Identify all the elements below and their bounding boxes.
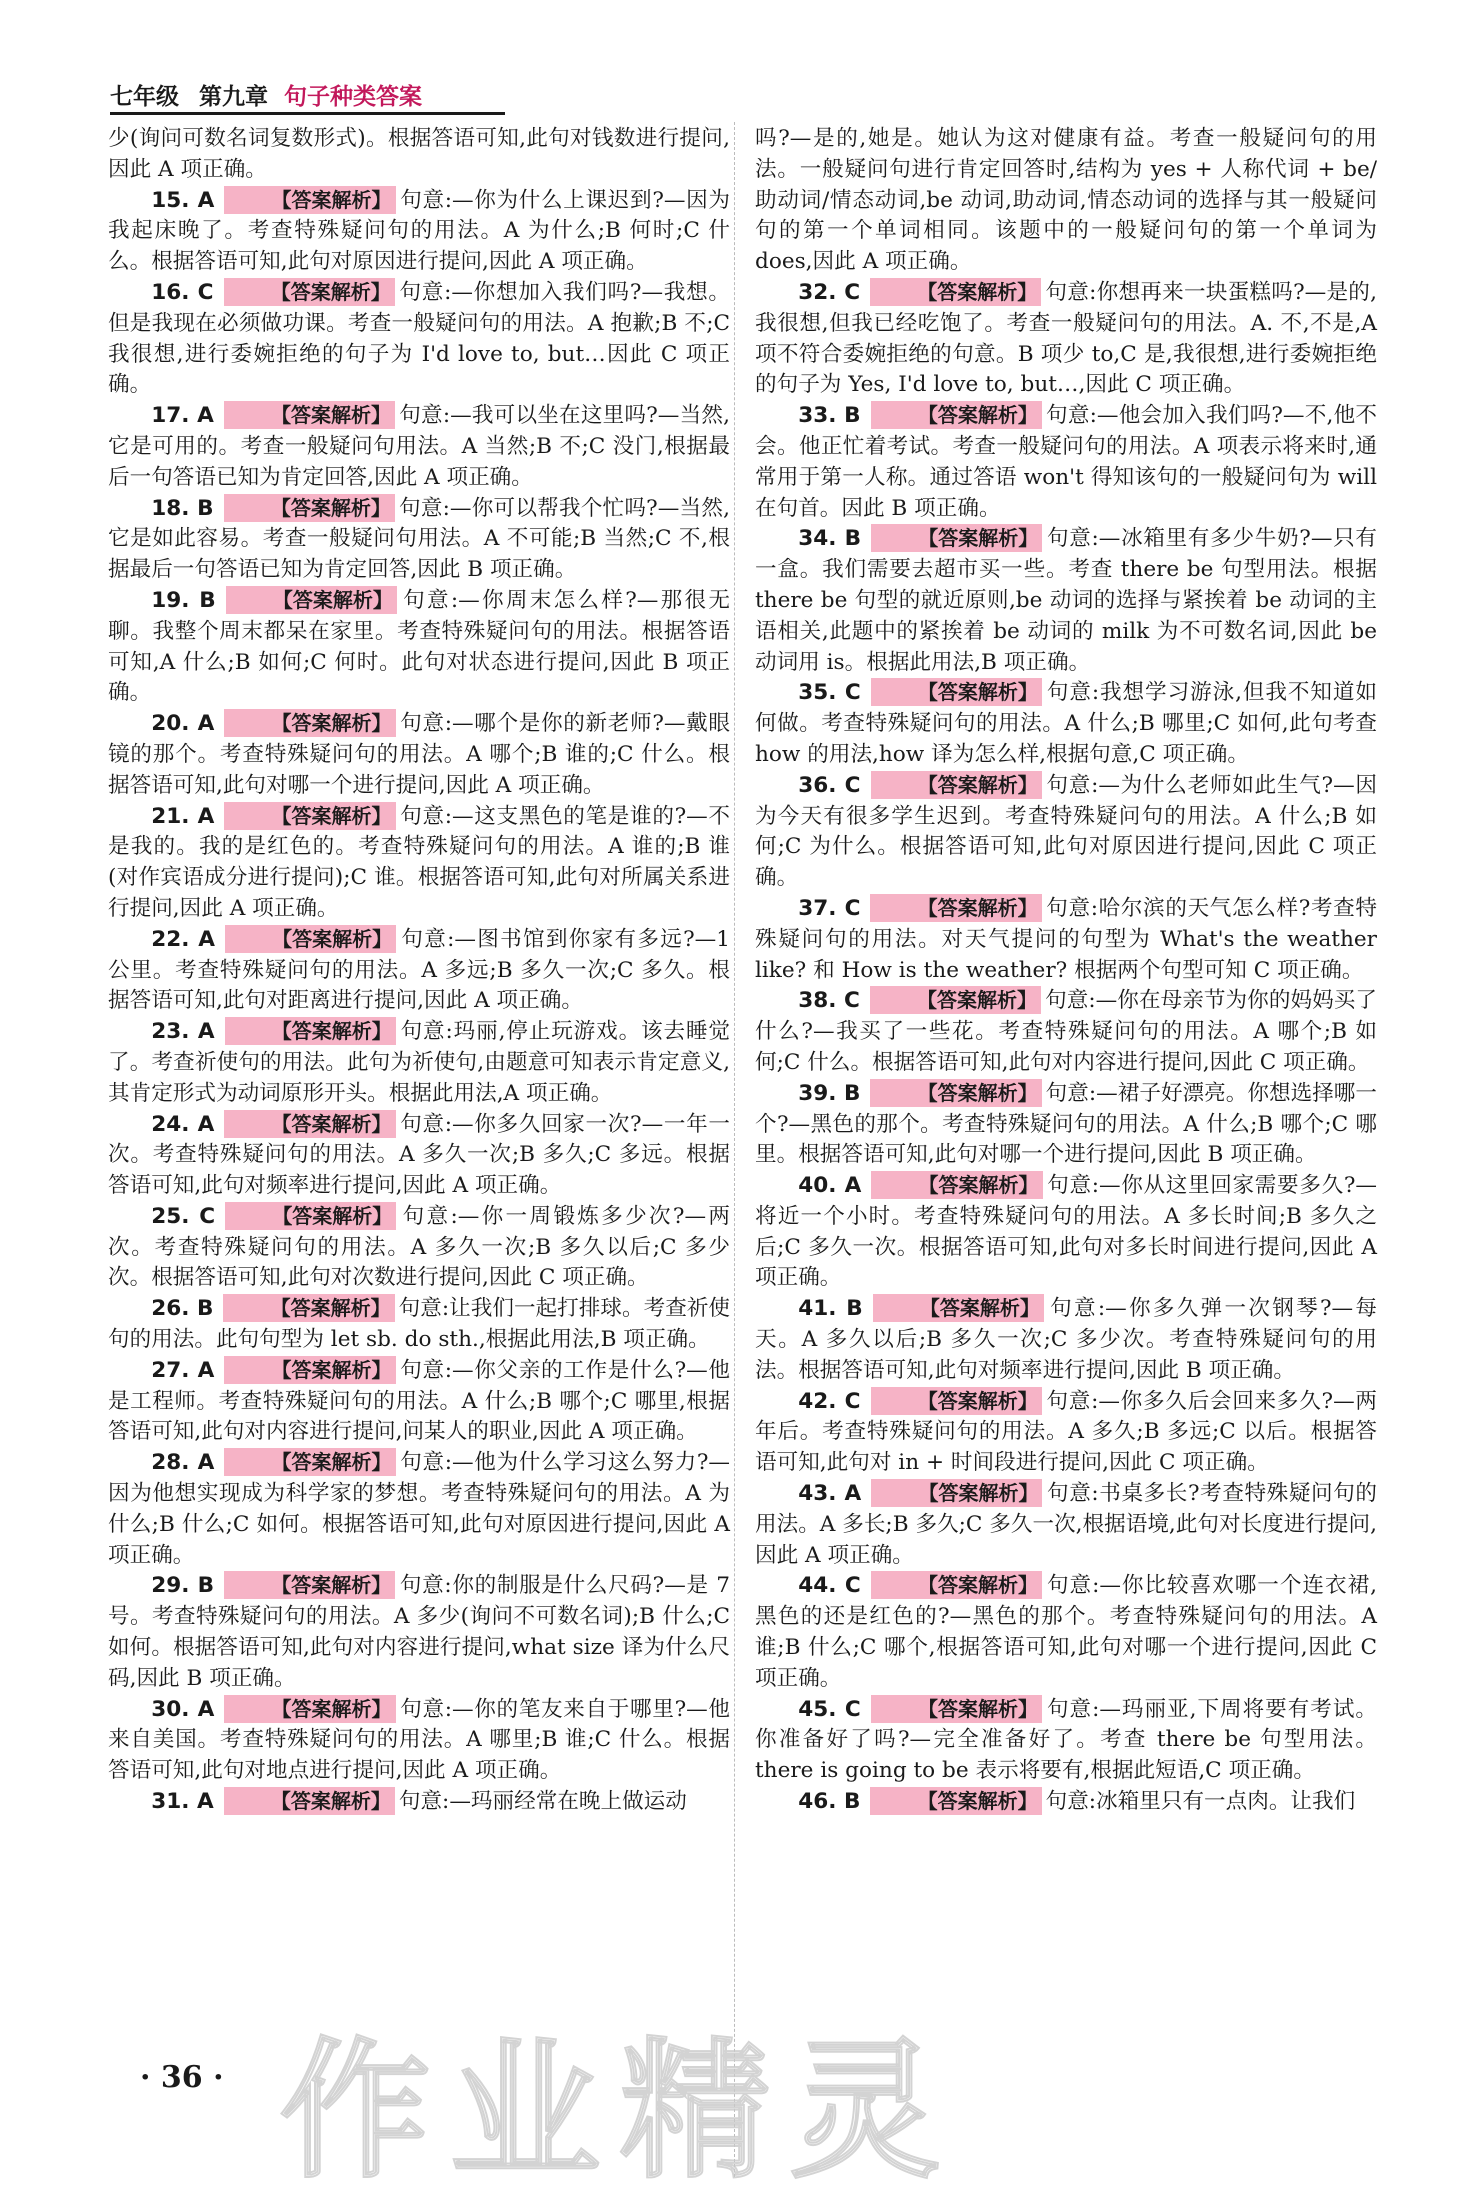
answer-analysis-tag: 【答案解析】 <box>224 1356 395 1384</box>
answer-text: 句意:—他为什么学习这么努力?—因为他想实现成为科学家的梦想。考查特殊疑问句的用法。A 为什么;B 什么;C 如何。根据答语可知,此句对原因进行提问,因此 A 项正确。 <box>108 1450 731 1568</box>
answer-item <box>755 401 1377 524</box>
answer-text: 句意:书桌多长?考查特殊疑问句的用法。A 多长;B 多久;C 多久一次,根据语境,此句对长度进行提问,因此 A 项正确。 <box>755 1481 1378 1568</box>
answer-analysis-tag: 【答案解析】 <box>226 586 397 614</box>
answer-analysis-tag: 【答案解析】 <box>224 494 395 522</box>
answer-item <box>755 894 1377 986</box>
left-column <box>108 124 730 1818</box>
answer-number: 25. C <box>151 1203 216 1229</box>
answer-number: 33. B <box>798 403 861 429</box>
answer-item <box>108 709 730 801</box>
answer-number: 29. B <box>151 1573 215 1599</box>
answer-analysis-tag: 【答案解析】 <box>873 1294 1044 1322</box>
answer-analysis-tag: 【答案解析】 <box>871 678 1042 706</box>
answer-analysis-tag: 【答案解析】 <box>224 278 395 306</box>
answer-item <box>108 802 730 925</box>
answer-analysis-tag: 【答案解析】 <box>224 401 395 429</box>
header-grade: 七年级 <box>110 84 179 110</box>
answer-analysis-tag: 【答案解析】 <box>871 1171 1042 1199</box>
answer-text: 句意:—你多久后会回来多久?—两年后。考查特殊疑问句的用法。A 多久;B 多远;C 以后。根据答语可知,此句对 in + 时间段进行提问,因此 C 项正确。 <box>755 1388 1377 1476</box>
answer-text: 句意:—为什么老师如此生气?—因为今天有很多学生迟到。考查特殊疑问句的用法。A 什么;B 如何;C 为什么。根据答语可知,此句对原因进行提问,因此 C 项正确。 <box>755 772 1377 891</box>
header-rule <box>110 112 505 115</box>
answer-analysis-tag: 【答案解析】 <box>224 1695 395 1723</box>
answer-item <box>108 1356 730 1448</box>
header-title: 句子种类答案 <box>284 84 422 110</box>
answer-text: 句意:哈尔滨的天气怎么样?考查特殊疑问句的用法。对天气提问的句型为 What's the weather like? 和 How is the weather? 根据两个句型可知 C 项正确。 <box>755 895 1377 983</box>
answer-number: 45. C <box>798 1696 861 1722</box>
answer-text: 句意:—你多久回家一次?—一年一次。考查特殊疑问句的用法。A 多久一次;B 多久;C 多远。根据答语可知,此句对频率进行提问,因此 A 项正确。 <box>108 1111 731 1199</box>
answer-item <box>755 1479 1377 1571</box>
answer-number: 15. A <box>151 187 215 213</box>
answer-analysis-tag: 【答案解析】 <box>870 1787 1041 1815</box>
answer-text: 句意:—这支黑色的笔是谁的?—不是我的。我的是红色的。考查特殊疑问句的用法。A 谁的;B 谁(对作宾语成分进行提问);C 谁。根据答语可知,此句对所属关系进行提问,因此 A 项正确。 <box>108 803 731 921</box>
answer-item <box>108 1110 730 1202</box>
answer-text: 句意:—你周末怎么样?—那很无聊。我整个周末都呆在家里。考查特殊疑问句的用法。根据答语可知,A 什么;B 如何;C 何时。此句对状态进行提问,因此 B 项正确。 <box>108 587 731 706</box>
answer-number: 37. C <box>798 895 861 921</box>
page-number: · 36 · <box>140 2060 224 2095</box>
answer-analysis-tag: 【答案解析】 <box>871 524 1042 552</box>
answer-number: 38. C <box>798 988 860 1014</box>
answer-analysis-tag: 【答案解析】 <box>225 925 396 953</box>
answer-item <box>755 1294 1377 1386</box>
answer-text: 句意:—你的笔友来自于哪里?—他来自美国。考查特殊疑问句的用法。A 哪里;B 谁;C 什么。根据答语可知,此句对地点进行提问,因此 A 项正确。 <box>108 1696 731 1784</box>
answer-analysis-tag: 【答案解析】 <box>224 1787 395 1815</box>
answer-item <box>755 771 1377 894</box>
answer-item <box>108 124 730 186</box>
answer-item <box>755 278 1377 401</box>
answer-number: 44. C <box>798 1573 861 1599</box>
answer-number: 23. A <box>151 1019 215 1045</box>
answer-analysis-tag: 【答案解析】 <box>871 1479 1042 1507</box>
answer-number: 42. C <box>798 1388 861 1414</box>
right-column <box>755 124 1377 1818</box>
answer-number: 40. A <box>798 1173 862 1199</box>
answer-analysis-tag: 【答案解析】 <box>224 1448 395 1476</box>
answer-item <box>755 1695 1377 1787</box>
answer-analysis-tag: 【答案解析】 <box>224 802 395 830</box>
answer-analysis-tag: 【答案解析】 <box>223 1294 394 1322</box>
answer-number: 34. B <box>798 526 862 552</box>
answer-number: 18. B <box>151 495 214 521</box>
answer-item <box>108 186 730 278</box>
answer-analysis-tag: 【答案解析】 <box>870 986 1041 1014</box>
column-divider <box>734 122 735 2177</box>
answer-analysis-tag: 【答案解析】 <box>871 1387 1042 1415</box>
page-header <box>110 78 510 114</box>
answer-item <box>108 1695 730 1787</box>
answer-number: 31. A <box>151 1789 214 1815</box>
answer-text: 句意:我想学习游泳,但我不知道如何做。考查特殊疑问句的用法。A 什么;B 哪里;C 如何,此句考查 how 的用法,how 译为怎么样,根据句意,C 项正确。 <box>755 680 1378 767</box>
answer-analysis-tag: 【答案解析】 <box>870 894 1041 922</box>
answer-text: 句意:—你多久弹一次钢琴?—每天。A 多久以后;B 多久一次;C 多少次。考查特殊疑问句的用法。根据答语可知,此句对频率进行提问,因此 B 项正确。 <box>755 1296 1378 1383</box>
answer-item <box>755 524 1377 678</box>
answer-text: 少(询问可数名词复数形式)。根据答语可知,此句对钱数进行提问,因此 A 项正确。 <box>108 126 730 182</box>
answer-item <box>755 1571 1377 1694</box>
answer-number: 27. A <box>151 1357 215 1383</box>
answer-text: 句意:—你父亲的工作是什么?—他是工程师。考查特殊疑问句的用法。A 什么;B 哪个;C 哪里,根据答语可知,此句对内容进行提问,问某人的职业,因此 A 项正确。 <box>108 1357 731 1445</box>
answer-item <box>108 1787 730 1818</box>
answer-number: 22. A <box>151 926 215 952</box>
answer-text: 句意:—你可以帮我个忙吗?—当然,它是如此容易。考查一般疑问句用法。A 不可能;B 当然;C 不,根据最后一句答语已知为肯定回答,因此 B 项正确。 <box>108 495 731 583</box>
answer-number: 39. B <box>798 1080 861 1106</box>
answer-text: 句意:—图书馆到你家有多远?—1 公里。考查特殊疑问句的用法。A 多远;B 多久一次;C 多久。根据答语可知,此句对距离进行提问,因此 A 项正确。 <box>108 926 731 1014</box>
answer-item <box>108 278 730 401</box>
answer-text: 句意:—你从这里回家需要多久?—将近一个小时。考查特殊疑问句的用法。A 多长时间;B 多久之后;C 多久一次。根据答语可知,此句对多长时间进行提问,因此 A 项正确。 <box>755 1173 1378 1291</box>
answer-number: 35. C <box>798 680 861 706</box>
answer-text: 句意:你的制服是什么尺码?—是 7 号。考查特殊疑问句的用法。A 多少(询问不可数名词);B 什么;C 如何。根据答语可知,此句对内容进行提问,what size 译为什么尺码,因此 B 项正确。 <box>108 1573 730 1691</box>
answer-text: 句意:—玛丽经常在晚上做运动 <box>398 1789 687 1815</box>
answer-text: 句意:—玛丽亚,下周将要有考试。你准备好了吗?—完全准备好了。考查 there be 句型用法。there is going to be 表示将要有,根据此短语,C 项正确。 <box>755 1696 1377 1784</box>
answer-number: 21. A <box>151 803 215 829</box>
answer-number: 16. C <box>151 279 214 305</box>
answer-text: 句意:—你为什么上课迟到?—因为我起床晚了。考查特殊疑问句的用法。A 为什么;B 何时;C 什么。根据答语可知,此句对原因进行提问,因此 A 项正确。 <box>108 187 731 275</box>
answer-item <box>108 494 730 586</box>
answer-analysis-tag: 【答案解析】 <box>870 1079 1041 1107</box>
answer-analysis-tag: 【答案解析】 <box>224 1110 395 1138</box>
answer-text: 句意:—冰箱里有多少牛奶?—只有一盒。我们需要去超市买一些。考查 there be 句型用法。根据 there be 句型的就近原则,be 动词的选择与紧挨着 be 动词的主语相关,此题中的紧挨着 be 动词的 milk 为不可数名词,因此 be 动词用 is。根据此用法,B 项正确。 <box>755 526 1377 675</box>
answer-text: 句意:—我可以坐在这里吗?—当然,它是可用的。考查一般疑问句用法。A 当然;B 不;C 没门,根据最后一句答语已知为肯定回答,因此 A 项正确。 <box>108 403 731 490</box>
answer-number: 26. B <box>151 1296 214 1322</box>
answer-number: 19. B <box>151 587 216 613</box>
answer-analysis-tag: 【答案解析】 <box>225 1017 396 1045</box>
answer-text: 句意:—裙子好漂亮。你想选择哪一个?—黑色的那个。考查特殊疑问句的用法。A 什么;B 哪个;C 哪里。根据答语可知,此句对哪一个进行提问,因此 B 项正确。 <box>755 1080 1377 1168</box>
answer-text: 句意:—你比较喜欢哪一个连衣裙,黑色的还是红色的?—黑色的那个。考查特殊疑问句的用法。A 谁;B 什么;C 哪个,根据答语可知,此句对哪一个进行提问,因此 C 项正确。 <box>755 1573 1377 1691</box>
answer-number: 20. A <box>151 711 215 737</box>
answer-item <box>108 1571 730 1694</box>
answer-number: 17. A <box>151 403 214 429</box>
answer-number: 41. B <box>798 1296 863 1322</box>
answer-item <box>108 1017 730 1109</box>
answer-item <box>108 586 730 709</box>
answer-item <box>108 1448 730 1571</box>
answer-item <box>755 986 1377 1078</box>
answer-text: 句意:—哪个是你的新老师?—戴眼镜的那个。考查特殊疑问句的用法。A 哪个;B 谁的;C 什么。根据答语可知,此句对哪一个进行提问,因此 A 项正确。 <box>108 711 731 798</box>
answer-item <box>108 1294 730 1356</box>
answer-text: 句意:—你一周锻炼多少次?—两次。考查特殊疑问句的用法。A 多久一次;B 多久以后;C 多少次。根据答语可知,此句对次数进行提问,因此 C 项正确。 <box>108 1203 730 1291</box>
answer-item <box>755 124 1377 278</box>
answer-item <box>108 401 730 493</box>
answer-number: 30. A <box>151 1696 215 1722</box>
answer-number: 32. C <box>798 279 861 305</box>
answer-text: 句意:—你在母亲节为你的妈妈买了什么?—我买了一些花。考查特殊疑问句的用法。A 哪个;B 如何;C 什么。根据答语可知,此句对内容进行提问,因此 C 项正确。 <box>755 988 1377 1075</box>
answer-number: 24. A <box>151 1111 215 1137</box>
answer-item <box>755 1079 1377 1171</box>
answer-number: 46. B <box>798 1789 861 1815</box>
answer-item <box>108 925 730 1017</box>
answer-text: 句意:你想再来一块蛋糕吗?—是的,我很想,但我已经吃饱了。考查一般疑问句的用法。A. 不,不是,A 项不符合委婉拒绝的句意。B 项少 to,C 是,我很想,进行委婉拒绝的句子为 Yes, I'd love to, but…,因此 C 项正确。 <box>755 279 1377 398</box>
answer-text: 吗?—是的,她是。她认为这对健康有益。考查一般疑问句的用法。一般疑问句进行肯定回答时,结构为 yes + 人称代词 + be/助动词/情态动词,be 动词,助动词,情态动词的选择与其一般疑问句的第一个单词相同。该题中的一般疑问句的第一个单词为 does,因此 A 项正确。 <box>755 126 1377 275</box>
answer-analysis-tag: 【答案解析】 <box>871 771 1042 799</box>
answer-item <box>755 1171 1377 1294</box>
answer-text: 句意:玛丽,停止玩游戏。该去睡觉了。考查祈使句的用法。此句为祈使句,由题意可知表示肯定意义,其肯定形式为动词原形开头。根据此用法,A 项正确。 <box>108 1019 731 1106</box>
answer-item <box>755 1387 1377 1479</box>
answer-text: 句意:让我们一起打排球。考查祈使句的用法。此句句型为 let sb. do sth.,根据此用法,B 项正确。 <box>108 1296 730 1353</box>
answer-text: 句意:—他会加入我们吗?—不,他不会。他正忙着考试。考查一般疑问句的用法。A 项表示将来时,通常用于第一人称。通过答语 won't 得知该句的一般疑问句为 will 在句首。因此 B 项正确。 <box>755 403 1378 521</box>
answer-analysis-tag: 【答案解析】 <box>871 401 1042 429</box>
answer-text: 句意:—你想加入我们吗?—我想。但是我现在必须做功课。考查一般疑问句的用法。A 抱歉;B 不;C 我很想,进行委婉拒绝的句子为 I'd love to, but…因此 C 项正确。 <box>108 279 730 398</box>
answer-analysis-tag: 【答案解析】 <box>224 1571 395 1599</box>
answer-analysis-tag: 【答案解析】 <box>871 1695 1042 1723</box>
answer-analysis-tag: 【答案解析】 <box>870 278 1041 306</box>
answer-item <box>755 1787 1377 1818</box>
watermark-text: 作业精灵 <box>280 2025 961 2199</box>
answer-item <box>108 1202 730 1294</box>
answer-item <box>755 678 1377 770</box>
answer-analysis-tag: 【答案解析】 <box>225 1202 396 1230</box>
answer-number: 43. A <box>798 1481 862 1507</box>
header-chapter: 第九章 <box>199 84 268 110</box>
answer-number: 36. C <box>798 772 861 798</box>
answer-text: 句意:冰箱里只有一点肉。让我们 <box>1045 1789 1356 1815</box>
answer-analysis-tag: 【答案解析】 <box>224 186 395 214</box>
answer-number: 28. A <box>151 1450 215 1476</box>
answer-analysis-tag: 【答案解析】 <box>224 709 395 737</box>
answer-analysis-tag: 【答案解析】 <box>871 1571 1042 1599</box>
